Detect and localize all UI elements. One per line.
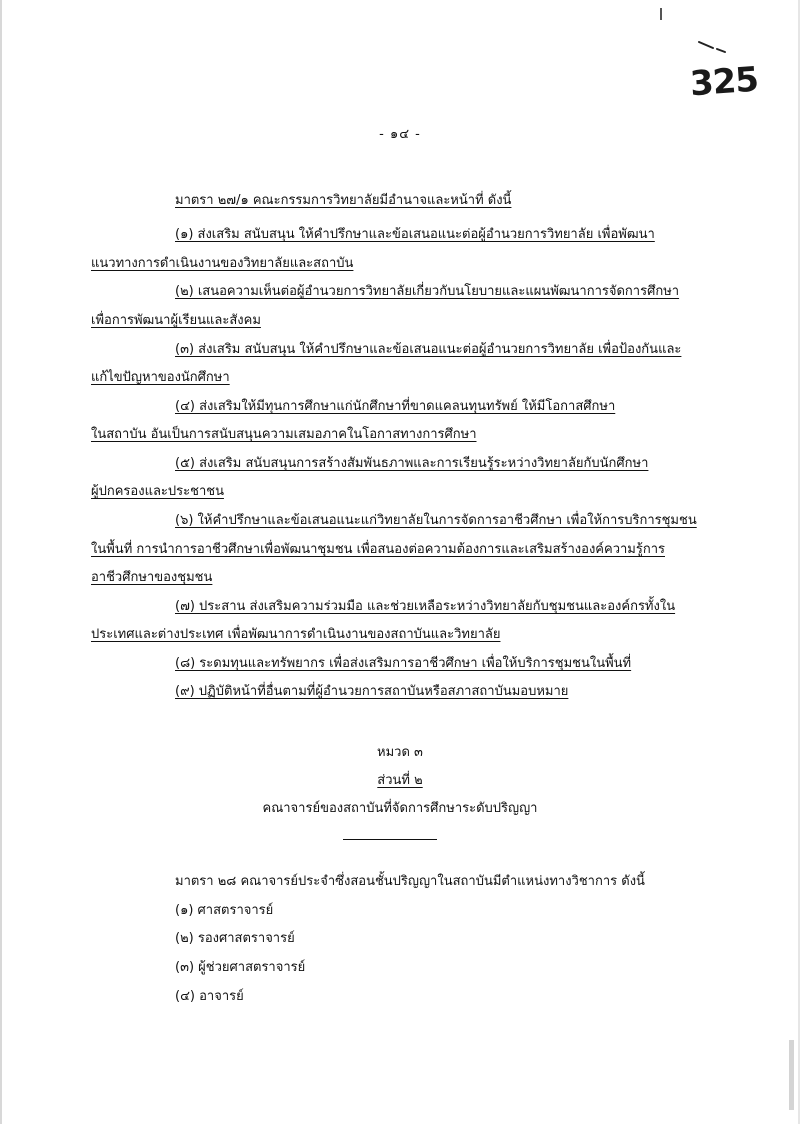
- page-number: - ๑๔ -: [379, 127, 421, 142]
- section-27-1-item-6-line-1: (๖) ให้คำปรึกษาและข้อเสนอแนะแก่วิทยาลัยในการจัดการอาชีวศึกษา เพื่อให้การบริการชุมชน: [175, 513, 697, 528]
- section-27-1-item-7-line-1: (๗) ประสาน ส่งเสริมความร่วมมือ และช่วยเหลือระหว่างวิทยาลัยกับชุมชนและองค์กรทั้งใน: [175, 599, 676, 614]
- section-27-1-item-7-line-2: ประเทศและต่างประเทศ เพื่อพัฒนาการดำเนินงานของสถาบันและวิทยาลัย: [91, 627, 501, 642]
- chapter-label: หมวด ๓: [377, 745, 423, 760]
- section-27-1-item-9: (๙) ปฏิบัติหน้าที่อื่นตามที่ผู้อำนวยการสถาบันหรือสภาสถาบันมอบหมาย: [175, 684, 569, 699]
- scan-edge-left: [0, 0, 2, 1124]
- handwritten-mark-icon: [697, 40, 727, 54]
- section-27-1-item-1-line-2: แนวทางการดำเนินงานของวิทยาลัยและสถาบัน: [91, 256, 354, 271]
- section-27-1-item-3-line-2: แก้ไขปัญหาของนักศึกษา: [91, 370, 230, 385]
- section-27-1-item-4-line-2: ในสถาบัน อันเป็นการสนับสนุนความเสมอภาคในโอกาสทางการศึกษา: [91, 427, 477, 442]
- part-label-text: ส่วนที่ ๒: [377, 773, 423, 788]
- section-27-1-item-3-line-1: (๓) ส่งเสริม สนับสนุน ให้คำปรึกษาและข้อเสนอแนะต่อผู้อำนวยการวิทยาลัย เพื่อป้องกันและ: [175, 342, 682, 357]
- section-28-item-4: (๔) อาจารย์: [175, 989, 244, 1004]
- section-27-1-item-6-line-2: ในพื้นที่ การนำการอาชีวศึกษาเพื่อพัฒนาชุมชน เพื่อสนองต่อความต้องการและเสริมสร้างองค์ความรู้การ: [91, 542, 665, 557]
- section-27-1-item-5-line-1: (๕) ส่งเสริม สนับสนุนการสร้างสัมพันธภาพและการเรียนรู้ระหว่างวิทยาลัยกับนักศึกษา: [175, 456, 649, 471]
- section-28-item-1: (๑) ศาสตราจารย์: [175, 903, 274, 918]
- part-title: คณาจารย์ของสถาบันที่จัดการศึกษาระดับปริญญา: [262, 801, 538, 816]
- section-27-1-item-5-line-2: ผู้ปกครองและประชาชน: [91, 484, 224, 499]
- section-27-1-item-6-line-3: อาชีวศึกษาของชุมชน: [91, 570, 213, 585]
- part-label: [0, 769, 800, 790]
- section-27-1-item-2-line-2: เพื่อการพัฒนาผู้เรียนและสังคม: [91, 313, 261, 328]
- section-27-1-item-1-line-1: (๑) ส่งเสริม สนับสนุน ให้คำปรึกษาและข้อเสนอแนะต่อผู้อำนวยการวิทยาลัย เพื่อพัฒนา: [175, 227, 655, 242]
- section-27-1-item-4-line-1: (๔) ส่งเสริมให้มีทุนการศึกษาแก่นักศึกษาที่ขาดแคลนทุนทรัพย์ ให้มีโอกาสศึกษา: [175, 399, 616, 414]
- scan-artifact: [660, 8, 662, 20]
- section-27-1-heading: มาตรา ๒๗/๑ คณะกรรมการวิทยาลัยมีอำนาจและหน้าที่ ดังนี้: [175, 193, 512, 208]
- section-28-heading: มาตรา ๒๘ คณาจารย์ประจำซึ่งสอนชั้นปริญญาในสถาบันมีตำแหน่งทางวิชาการ ดังนี้: [175, 874, 645, 889]
- scan-artifact: [789, 1040, 794, 1110]
- section-27-1-item-8: (๘) ระดมทุนและทรัพยากร เพื่อส่งเสริมการอาชีวศึกษา เพื่อให้บริการชุมชนในพื้นที่: [175, 656, 632, 671]
- section-28-item-3: (๓) ผู้ช่วยศาสตราจารย์: [175, 960, 306, 975]
- section-divider: [343, 839, 437, 840]
- handwritten-page-number: 325: [688, 59, 760, 105]
- section-28-item-2: (๒) รองศาสตราจารย์: [175, 931, 295, 946]
- section-27-1-item-2-line-1: (๒) เสนอความเห็นต่อผู้อำนวยการวิทยาลัยเกี่ยวกับนโยบายและแผนพัฒนาการจัดการศึกษา: [175, 284, 680, 299]
